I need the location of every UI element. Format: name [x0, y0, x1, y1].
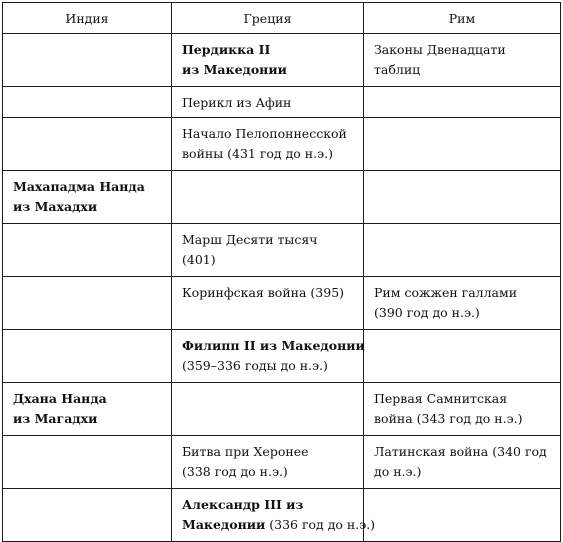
- cell-text: таблиц: [374, 62, 421, 77]
- cell-rome: [364, 171, 561, 224]
- table-row: [3, 34, 561, 87]
- cell-text: Коринфская война (395): [182, 285, 345, 300]
- cell-greece: [172, 171, 364, 224]
- header-india: Индия: [3, 3, 172, 34]
- cell-text: (338 год до н.э.): [182, 464, 288, 479]
- cell-greece: [172, 436, 364, 489]
- header-greece: Греция: [172, 3, 364, 34]
- table-row: [3, 383, 561, 436]
- cell-rome: [364, 330, 561, 383]
- cell-india: [3, 330, 172, 383]
- cell-line: [182, 250, 353, 270]
- cell-rome: [364, 436, 561, 489]
- cell-text: Дхана Нанда: [13, 391, 107, 406]
- cell-text: Битва при Херонее: [182, 444, 309, 459]
- table-row: [3, 277, 561, 330]
- table-row: [3, 171, 561, 224]
- cell-india: [3, 118, 172, 171]
- cell-text: (359–336 годы до н.э.): [182, 358, 328, 373]
- cell-greece: [172, 34, 364, 87]
- cell-text: Филипп II из Македонии: [182, 338, 365, 353]
- cell-line: [374, 40, 550, 60]
- cell-line: [182, 515, 376, 535]
- cell-text: Первая Самнитская: [374, 391, 508, 406]
- cell-greece: [172, 87, 364, 118]
- cell-text: Александр III из: [182, 497, 304, 512]
- table-row: [3, 87, 561, 118]
- cell-greece: [172, 489, 376, 542]
- table-row: [3, 224, 561, 277]
- cell-line: [182, 40, 353, 60]
- cell-line: [182, 462, 353, 482]
- chronology-table: [2, 2, 561, 542]
- cell-text: Начало Пелопоннесской: [182, 126, 347, 141]
- cell-text-suffix: (336 год до н.э.): [265, 517, 376, 532]
- cell-text: Махападма Нанда: [13, 179, 145, 194]
- cell-line: [374, 442, 550, 462]
- cell-line: [182, 124, 353, 144]
- cell-india: [3, 34, 172, 87]
- cell-text: из Магадхи: [13, 411, 98, 426]
- cell-text: Законы Двенадцати: [374, 42, 506, 57]
- cell-rome: [364, 118, 561, 171]
- table-body: [3, 34, 561, 542]
- cell-india: [3, 87, 172, 118]
- cell-line: [374, 60, 550, 80]
- cell-line: [182, 60, 353, 80]
- cell-line: [374, 409, 550, 429]
- cell-text: из Македонии: [182, 62, 287, 77]
- cell-line: [182, 230, 353, 250]
- cell-text: до н.э.): [374, 464, 422, 479]
- cell-india: [3, 277, 172, 330]
- cell-line: [182, 495, 353, 515]
- cell-line: [182, 442, 353, 462]
- cell-rome: [364, 224, 561, 277]
- cell-line: [374, 303, 550, 323]
- cell-india: [3, 489, 172, 542]
- table-row: [3, 436, 561, 489]
- cell-greece: [172, 224, 364, 277]
- cell-greece: [172, 330, 364, 383]
- cell-line: [182, 283, 353, 303]
- cell-text: (401): [182, 252, 216, 267]
- cell-india: [3, 224, 172, 277]
- cell-text: Рим сожжен галлами: [374, 285, 518, 300]
- cell-line: [374, 283, 550, 303]
- cell-text: Македонии: [182, 517, 266, 532]
- cell-india: [3, 171, 172, 224]
- header-row: [3, 3, 561, 34]
- cell-line: [182, 144, 353, 164]
- cell-text: (390 год до н.э.): [374, 305, 480, 320]
- cell-line: [13, 389, 161, 409]
- cell-text: Латинская война (340 год: [374, 444, 547, 459]
- cell-line: [182, 93, 353, 113]
- cell-rome: [364, 87, 561, 118]
- cell-line: [374, 389, 550, 409]
- table-row: [3, 118, 561, 171]
- cell-line: [182, 336, 365, 356]
- cell-greece: [172, 118, 364, 171]
- cell-text: Перикл из Афин: [182, 95, 292, 110]
- header-rome: Рим: [364, 3, 561, 34]
- cell-line: [13, 177, 161, 197]
- cell-rome: [364, 277, 561, 330]
- cell-india: [3, 383, 172, 436]
- cell-line: [13, 409, 161, 429]
- cell-text: из Махадхи: [13, 199, 98, 214]
- cell-india: [3, 436, 172, 489]
- cell-rome: [364, 34, 561, 87]
- table-row: [3, 489, 561, 542]
- table-row: [3, 330, 561, 383]
- cell-rome: [364, 383, 561, 436]
- cell-line: [374, 462, 550, 482]
- cell-text: Пердикка II: [182, 42, 271, 57]
- cell-line: [182, 356, 353, 376]
- cell-rome: [364, 489, 561, 542]
- cell-text: Марш Десяти тысяч: [182, 232, 318, 247]
- cell-greece: [172, 277, 364, 330]
- cell-text: войны (431 год до н.э.): [182, 146, 333, 161]
- cell-greece: [172, 383, 364, 436]
- cell-text: война (343 год до н.э.): [374, 411, 523, 426]
- cell-line: [13, 197, 161, 217]
